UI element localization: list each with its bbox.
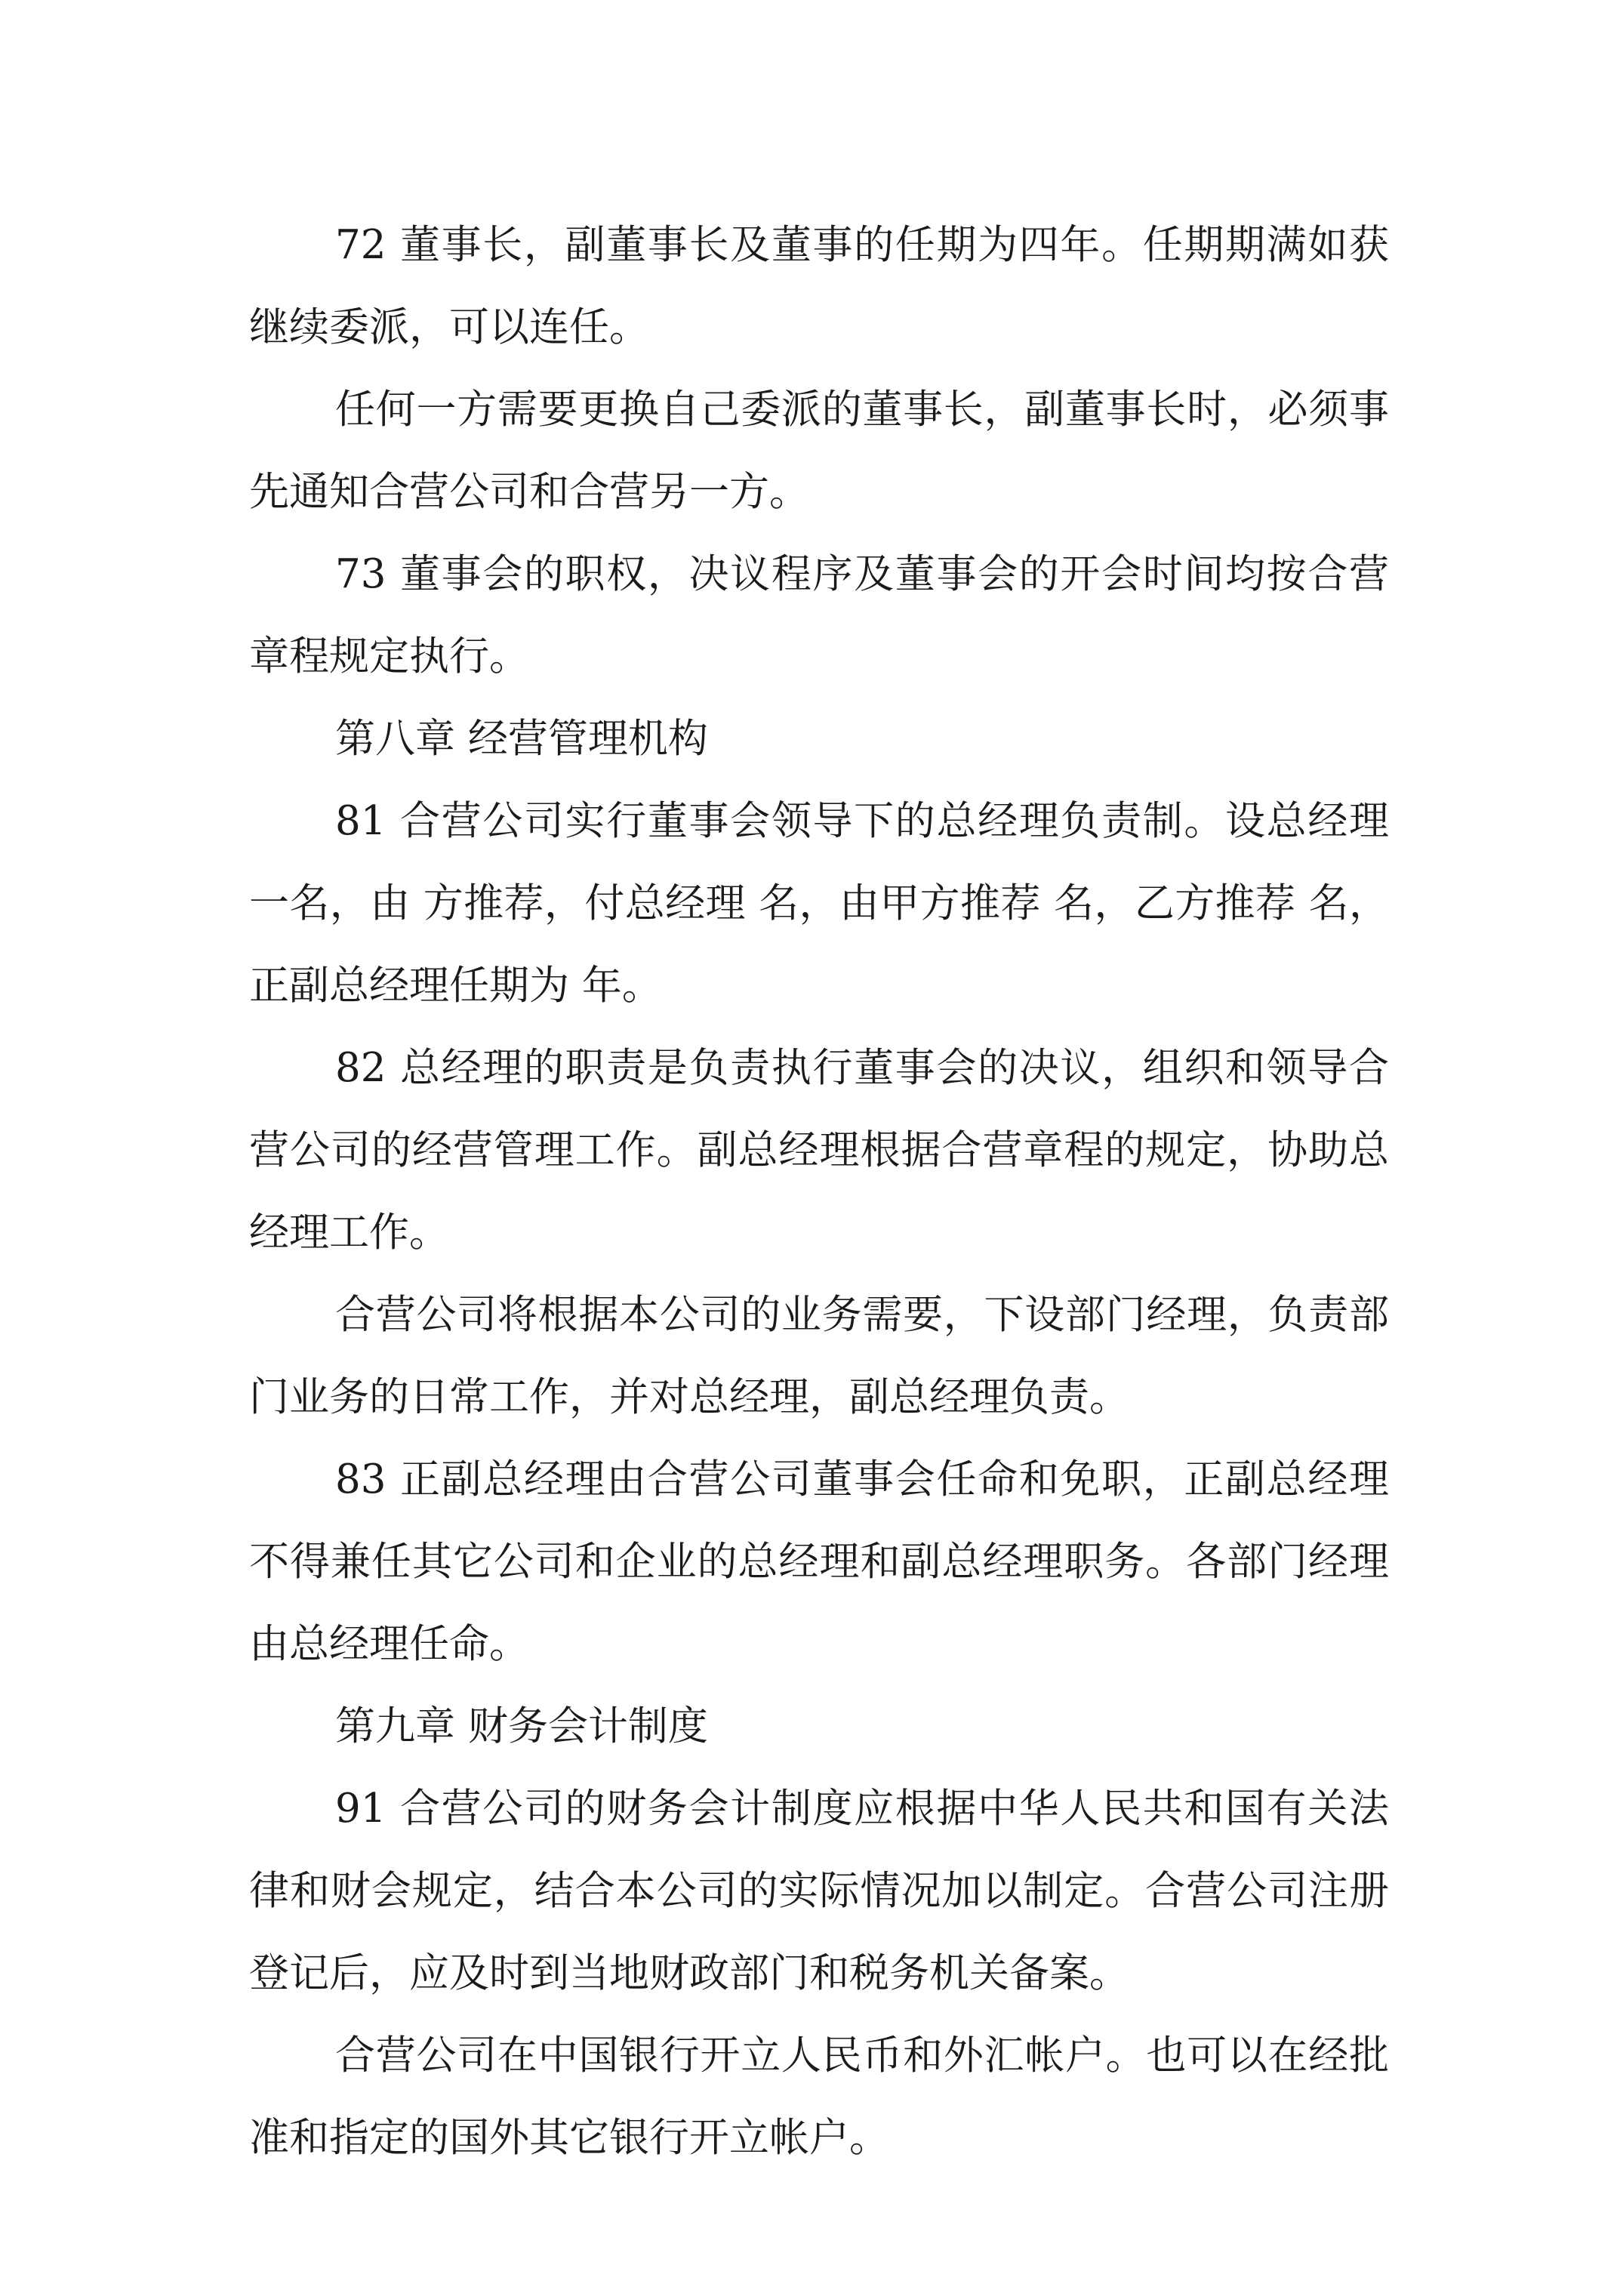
- paragraph-83-appointment: 83 正副总经理由合营公司董事会任命和免职，正副总经理不得兼任其它公司和企业的总经理和副总经理职务。各部门经理由总经理任命。: [249, 1456, 1389, 1667]
- chapter-8-heading: 第八章 经营管理机构: [335, 716, 708, 762]
- paragraph-replace-chairman: 任何一方需要更换自己委派的董事长，副董事长时，必须事先通知合营公司和合营另一方。: [249, 387, 1389, 515]
- paragraph-bank-accounts: 合营公司在中国银行开立人民币和外汇帐户。也可以在经批准和指定的国外其它银行开立帐户。: [249, 2032, 1389, 2161]
- paragraph-department-managers: 合营公司将根据本公司的业务需要，下设部门经理，负责部门业务的日常工作，并对总经理，副总经理负责。: [249, 1292, 1389, 1420]
- paragraph-72-term: 72 董事长，副董事长及董事的任期为四年。任期期满如获继续委派，可以连任。: [249, 222, 1389, 350]
- paragraph-82-gm-duties: 82 总经理的职责是负责执行董事会的决议，组织和领导合营公司的经营管理工作。副总经理根据合营章程的规定，协助总经理工作。: [249, 1045, 1389, 1256]
- paragraph-81-general-manager: 81 合营公司实行董事会领导下的总经理负责制。设总经理一名，由 方推荐，付总经理 名，由甲方推荐 名，乙方推荐 名，正副总经理任期为 年。: [249, 798, 1389, 1009]
- chapter-9-heading: 第九章 财务会计制度: [335, 1703, 708, 1749]
- paragraph-91-accounting: 91 合营公司的财务会计制度应根据中华人民共和国有关法律和财会规定，结合本公司的实际情况加以制定。合营公司注册登记后，应及时到当地财政部门和税务机关备案。: [249, 1786, 1389, 1996]
- paragraph-73-board-powers: 73 董事会的职权，决议程序及董事会的开会时间均按合营章程规定执行。: [249, 551, 1389, 680]
- document-body: [249, 204, 1389, 2179]
